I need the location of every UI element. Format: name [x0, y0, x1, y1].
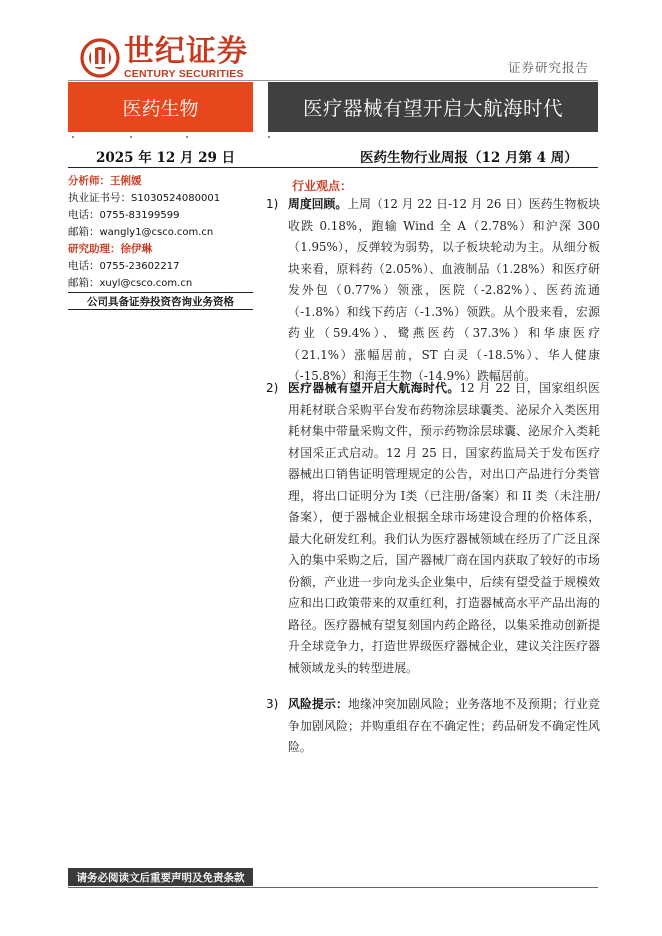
text-line: 行业竞争加剧风险；并购重组存在不确定性；药品研 [288, 697, 600, 733]
text-line: 地缘冲突加剧风险；业务落地不及预期； [348, 697, 564, 711]
sector-label: 医药生物 [122, 97, 199, 120]
analyst-phone: 0755-83199599 [99, 210, 180, 221]
text-line: 路径，以集采推动创新提升全球竞争力，打造世界级 [288, 617, 600, 653]
analyst-email[interactable]: wangly1@csco.com.cn [99, 227, 214, 238]
logo-english-text: CENTURY SECURITIES [124, 68, 244, 80]
text-line: 织医用耗材联合采购平台发布药物涂层球囊类、泌尿 [288, 381, 600, 417]
text-line: （-15.8%）和海王生物（-14.9%）跌幅居前。 [288, 369, 537, 383]
report-title: 医疗器械有望开启大航海时代 [302, 97, 563, 120]
text-line: 囊、泌尿介入类耗材国采正式启动。12 月 25 日，国 [288, 424, 600, 460]
analyst-name: 王俐媛 [110, 175, 142, 187]
point-lead: 风险提示： [288, 697, 349, 711]
sector-banner [68, 82, 253, 132]
decorative-tick [268, 136, 270, 138]
text-line: 流通（-1.8%）和线下药店（-1.3%）领跌。从个股来 [288, 283, 600, 319]
email-label: 邮箱： [68, 277, 100, 289]
text-line: 疗（21.1%）涨幅居前，ST 白灵（-18.5%）、华人健康 [288, 326, 600, 362]
point-lead: 医疗器械有望开启大航海时代。 [288, 381, 460, 395]
text-line: 分板块来看，原料药（2.05%）、血液制品（1.28%）和 [288, 240, 600, 276]
text-line: 益于规模效应和出口政策带来的双重红利，打造器械 [288, 574, 600, 610]
report-subtitle: 医药生物行业周报（12 月第 4 周） [360, 150, 578, 166]
point-lead: 周度回顾。 [288, 197, 348, 211]
decorative-tick [72, 136, 74, 138]
report-date: 2025 年 12 月 29 日 [96, 150, 236, 166]
text-line: 看，宏源药业（59.4%）、鹭燕医药（37.3%）和华康医 [288, 304, 600, 340]
text-line: 展。 [394, 660, 418, 675]
footer-divider [68, 887, 598, 888]
decorative-tick [130, 136, 132, 138]
disclaimer-note: 请务必阅读文后重要声明及免责条款 [68, 868, 253, 886]
point-number: 2) [266, 381, 279, 395]
point-number: 3) [266, 697, 279, 711]
text-line: 12 月 22 日，国家组 [459, 381, 576, 395]
phone-label: 电话： [68, 209, 100, 221]
qualification-note: 公司具备证券投资咨询业务资格 [68, 292, 253, 310]
analyst-label: 分析师： [68, 175, 110, 187]
point-2-paragraph [288, 378, 600, 679]
title-banner [268, 82, 598, 132]
text-line: 家药监局关于发布医疗器械出口销售证明管理规定的 [288, 445, 600, 481]
text-line: 板块收跌 0.18%，跑输 Wind 全 A（2.78%）和沪深 300 [288, 197, 600, 233]
email-label: 邮箱： [68, 226, 100, 238]
text-line: 发红利。我们认为医疗器械领域在经历了广泛且深入 [288, 531, 600, 567]
cert-number: S1030524080001 [131, 193, 221, 204]
text-line: 医疗器械企业，建议关注医疗器械领域龙头的转型进 [288, 639, 600, 675]
date-divider [68, 167, 598, 168]
text-line: 上周（12 月 22 日-12 月 26 日）医药生物 [347, 197, 577, 211]
assistant-label: 研究助理： [68, 243, 121, 255]
text-line: 发不确定性风险。 [288, 718, 600, 754]
logo-chinese-text: 世纪证券 [124, 34, 248, 69]
text-line: 类（已注册/备案）和 II 类（未注册/备案），便于器 [288, 488, 600, 524]
text-line: （1.95%），反弹较为弱势，以子板块轮动为主。从细 [288, 240, 576, 254]
text-line: 的集中采购之后，国产器械厂商在国内获取了较好的 [300, 553, 577, 567]
text-line: 介入类医用耗材集中带量采购文件，预示药物涂层球 [288, 402, 600, 438]
text-line: 医疗研发外包（0.77%）领涨，医院（-2.82%）、医药 [288, 261, 600, 297]
text-line: 市场份额，产业进一步向龙头企业集中，后续有望受 [288, 553, 600, 589]
assistant-phone: 0755-23602217 [99, 261, 180, 272]
assistant-email[interactable]: xuyl@csco.com.cn [99, 278, 193, 289]
text-line: 高水平产品出海的路径。医疗器械有望复刻国内药企 [288, 596, 600, 632]
decorative-tick [186, 136, 188, 138]
header-divider [68, 80, 598, 81]
point-1-paragraph [288, 194, 600, 388]
cert-label: 执业证书号： [68, 192, 131, 204]
report-type-label: 证券研究报告 [508, 60, 590, 75]
point-3-paragraph [288, 694, 600, 759]
assistant-name: 徐伊琳 [120, 243, 152, 255]
section-title: 行业观点： [292, 179, 353, 193]
logo-icon [80, 38, 120, 78]
assistant-email-row [68, 274, 253, 293]
text-line: 公告，对出口产品进行分类管理，将出口证明分为 I [288, 467, 600, 503]
phone-label: 电话： [68, 260, 100, 272]
point-number: 1) [266, 197, 279, 211]
text-line: 械企业根据全球市场建设合理的价格体系，最大化研 [288, 510, 600, 546]
